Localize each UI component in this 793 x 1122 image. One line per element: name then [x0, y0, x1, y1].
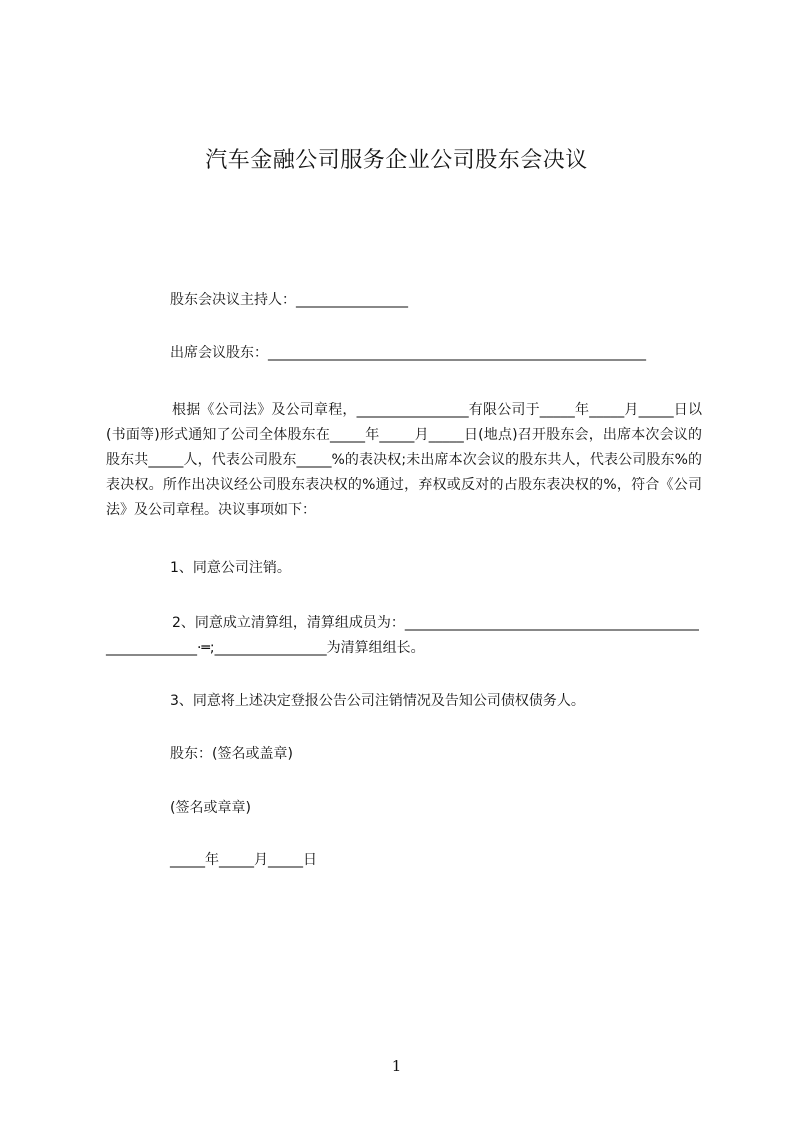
body-paragraph: 根据《公司法》及公司章程，________________有限公司于_____年_____月_____日以(书面等)形式通知了公司全体股东在_____年_____月_____日(地点)召开股东会，出席本次会议的股东共_____人，代表公司股东_____%的表决权;未出席本次会议的股东共人，代表公司股东%的表决权。所作出决议经公司股东表决权的%通过，弃权或反对的占股东表决权的%，符合《公司法》及公司章程。决议事项如下：	[106, 402, 702, 518]
attending-shareholders-line: 出席会议股东：______________________________________________________	[170, 345, 646, 361]
resolution-item-3: 3、同意将上述决定登报公告公司注销情况及告知公司债权债务人。	[170, 693, 585, 709]
host-line: 股东会决议主持人：________________	[170, 292, 408, 308]
date-line: _____年_____月_____日	[170, 852, 317, 868]
document-title: 汽车金融公司服务企业公司股东会决议	[205, 148, 588, 173]
resolution-item-1: 1、同意公司注销。	[170, 560, 291, 576]
shareholder-signature-line: 股东：(签名或盖章)	[170, 746, 293, 762]
page-number: 1	[391, 1057, 402, 1075]
seal-signature-line: (签名或章章)	[170, 800, 251, 816]
resolution-item-2: 2、同意成立清算组，清算组成员为：_______________________________________________________·═;________________为清算组组长。	[106, 615, 699, 656]
